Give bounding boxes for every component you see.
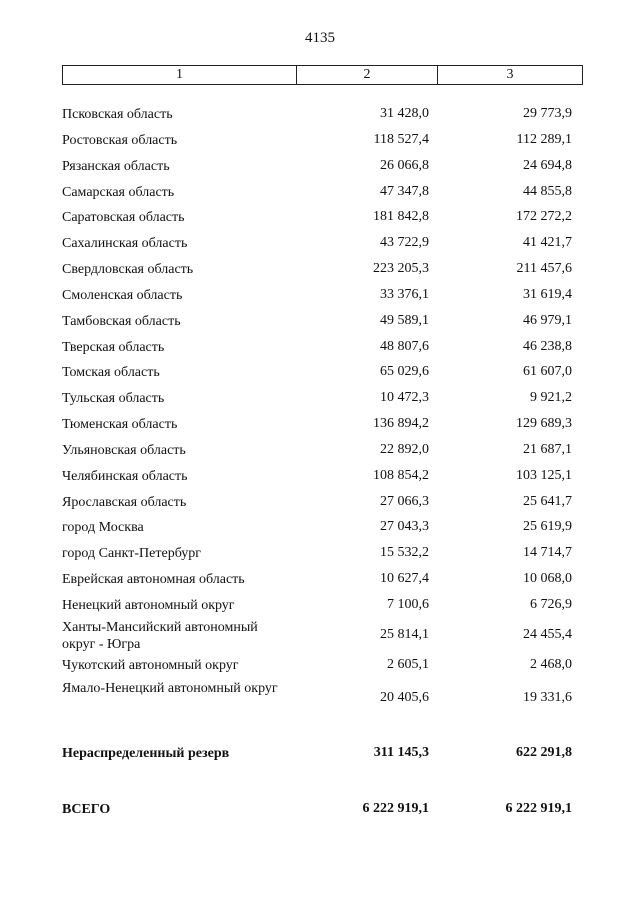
row-value-col-2: 2 605,1 <box>387 657 429 672</box>
row-name: Тамбовская область <box>62 314 181 329</box>
row-name: Чукотский автономный округ <box>62 658 239 673</box>
row-value-col-2: 25 814,1 <box>380 627 429 642</box>
row-name: Тюменская область <box>62 417 178 432</box>
page-number: 4135 <box>305 30 335 46</box>
row-value-col-3: 6 726,9 <box>530 597 572 612</box>
row-name: Ростовская область <box>62 133 178 148</box>
row-value-col-3: 24 694,8 <box>523 158 572 173</box>
row-value-col-3: 622 291,8 <box>516 745 572 760</box>
row-name: Ярославская область <box>62 495 187 510</box>
row-value-col-3: 129 689,3 <box>516 416 572 431</box>
row-value-col-3: 24 455,4 <box>523 627 572 642</box>
row-value-col-3: 10 068,0 <box>523 571 572 586</box>
row-value-col-3: 21 687,1 <box>523 442 572 457</box>
row-name: Псковская область <box>62 107 173 122</box>
row-name: Ханты-Мансийский автономный округ - Югра <box>62 620 258 652</box>
row-name: Сахалинская область <box>62 236 188 251</box>
row-value-col-3: 61 607,0 <box>523 364 572 379</box>
row-value-col-2: 6 222 919,1 <box>362 801 429 816</box>
row-value-col-2: 311 145,3 <box>373 745 429 760</box>
table-header <box>62 65 583 85</box>
row-value-col-2: 181 842,8 <box>373 209 429 224</box>
row-value-col-2: 15 532,2 <box>380 545 429 560</box>
row-value-col-2: 65 029,6 <box>380 364 429 379</box>
row-value-col-3: 103 125,1 <box>516 468 572 483</box>
row-name: Томская область <box>62 365 160 380</box>
header-col-2: 2 <box>297 66 438 84</box>
row-name: Тульская область <box>62 391 165 406</box>
row-value-col-3: 25 641,7 <box>523 494 572 509</box>
row-value-col-3: 172 272,2 <box>516 209 572 224</box>
row-value-col-3: 46 238,8 <box>523 339 572 354</box>
row-name: Смоленская область <box>62 288 183 303</box>
row-value-col-2: 10 472,3 <box>380 390 429 405</box>
row-name: город Санкт-Петербург <box>62 546 202 561</box>
row-name: Нераспределенный резерв <box>62 746 230 761</box>
row-value-col-3: 25 619,9 <box>523 519 572 534</box>
row-value-col-3: 19 331,6 <box>523 690 572 705</box>
row-name: ВСЕГО <box>62 802 111 817</box>
row-value-col-2: 118 527,4 <box>373 132 429 147</box>
row-name: Ульяновская область <box>62 443 186 458</box>
row-name: Самарская область <box>62 185 175 200</box>
row-name: Рязанская область <box>62 159 170 174</box>
row-name: Ямало-Ненецкий автономный округ <box>62 681 278 696</box>
row-value-col-2: 223 205,3 <box>373 261 429 276</box>
row-value-col-2: 26 066,8 <box>380 158 429 173</box>
row-value-col-2: 10 627,4 <box>380 571 429 586</box>
row-value-col-2: 48 807,6 <box>380 339 429 354</box>
row-name: Челябинская область <box>62 469 188 484</box>
row-name: Еврейская автономная область <box>62 572 245 587</box>
row-name: Тверская область <box>62 340 165 355</box>
row-name: Саратовская область <box>62 210 185 225</box>
row-value-col-3: 2 468,0 <box>530 657 572 672</box>
header-col-1: 1 <box>63 66 297 84</box>
row-value-col-2: 33 376,1 <box>380 287 429 302</box>
row-value-col-3: 31 619,4 <box>523 287 572 302</box>
row-value-col-2: 49 589,1 <box>380 313 429 328</box>
row-value-col-3: 211 457,6 <box>516 261 572 276</box>
row-value-col-2: 108 854,2 <box>373 468 429 483</box>
row-value-col-2: 31 428,0 <box>380 106 429 121</box>
row-value-col-3: 112 289,1 <box>516 132 572 147</box>
row-value-col-3: 44 855,8 <box>523 184 572 199</box>
row-value-col-3: 14 714,7 <box>523 545 572 560</box>
row-value-col-3: 46 979,1 <box>523 313 572 328</box>
row-value-col-3: 6 222 919,1 <box>505 801 572 816</box>
row-name: город Москва <box>62 520 144 535</box>
row-value-col-2: 47 347,8 <box>380 184 429 199</box>
row-value-col-3: 29 773,9 <box>523 106 572 121</box>
row-name: Ненецкий автономный округ <box>62 598 235 613</box>
row-value-col-3: 9 921,2 <box>530 390 572 405</box>
row-value-col-2: 27 043,3 <box>380 519 429 534</box>
row-value-col-2: 27 066,3 <box>380 494 429 509</box>
row-value-col-2: 22 892,0 <box>380 442 429 457</box>
row-value-col-3: 41 421,7 <box>523 235 572 250</box>
row-value-col-2: 20 405,6 <box>380 690 429 705</box>
row-value-col-2: 43 722,9 <box>380 235 429 250</box>
row-name: Свердловская область <box>62 262 194 277</box>
row-value-col-2: 7 100,6 <box>387 597 429 612</box>
header-col-3: 3 <box>506 67 514 82</box>
row-value-col-2: 136 894,2 <box>373 416 429 431</box>
